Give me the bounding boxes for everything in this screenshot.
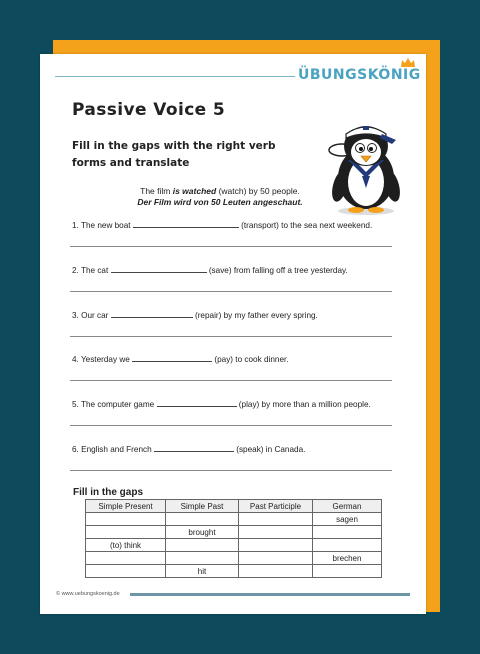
example-answer: is watched <box>172 186 217 196</box>
example-translation: Der Film wird von 50 Leuten angeschaut. <box>137 197 303 207</box>
question-2 <box>72 265 348 275</box>
footer-bar <box>130 593 410 596</box>
question-1-gap[interactable] <box>133 220 239 228</box>
table-cell[interactable] <box>86 526 166 539</box>
table-header: Simple Present <box>86 500 166 513</box>
answer-line-3[interactable] <box>70 336 392 337</box>
question-3 <box>72 310 318 320</box>
question-5-end: (play) by more than a million people. <box>238 400 371 409</box>
answer-line-4[interactable] <box>70 380 392 381</box>
question-6-end: (speak) in Canada. <box>236 445 306 454</box>
question-3-end: (repair) by my father every spring. <box>194 311 318 320</box>
table-cell[interactable] <box>239 565 313 578</box>
question-1-start: 1. The new boat <box>72 221 131 230</box>
table-cell[interactable] <box>239 513 313 526</box>
question-1-end: (transport) to the sea next weekend. <box>241 221 373 230</box>
table-row <box>86 513 382 526</box>
table-cell[interactable] <box>313 526 382 539</box>
answer-line-1[interactable] <box>70 246 392 247</box>
table-cell[interactable] <box>86 552 166 565</box>
question-4-start: 4. Yesterday we <box>72 355 130 364</box>
instruction-text: Fill in the gaps with the right verb forms and translate <box>72 140 276 169</box>
question-5-gap[interactable] <box>157 399 237 407</box>
table-header: German <box>313 500 382 513</box>
table-cell[interactable]: sagen <box>313 513 382 526</box>
table-row <box>86 552 382 565</box>
question-2-gap[interactable] <box>111 265 207 273</box>
table-row <box>86 526 382 539</box>
worksheet-title: Passive Voice 5 <box>72 100 226 120</box>
table-cell[interactable] <box>86 513 166 526</box>
table-cell[interactable] <box>239 552 313 565</box>
question-6-gap[interactable] <box>154 444 234 452</box>
question-5-start: 5. The computer game <box>72 400 155 409</box>
example-pre: The film <box>140 186 173 196</box>
question-6-start: 6. English and French <box>72 445 152 454</box>
answer-line-6[interactable] <box>70 470 392 471</box>
table-cell[interactable]: brought <box>166 526 239 539</box>
question-2-start: 2. The cat <box>72 266 109 275</box>
answer-line-2[interactable] <box>70 291 392 292</box>
question-3-start: 3. Our car <box>72 311 109 320</box>
header-rule <box>55 76 295 77</box>
question-3-gap[interactable] <box>111 310 193 318</box>
question-5 <box>72 399 371 409</box>
question-1 <box>72 220 372 230</box>
table-cell[interactable] <box>166 552 239 565</box>
table-cell[interactable] <box>86 565 166 578</box>
table-cell[interactable] <box>166 513 239 526</box>
table-cell[interactable] <box>239 539 313 552</box>
table-cell[interactable]: hit <box>166 565 239 578</box>
brand-logo: ÜBUNGSKÖNIG <box>298 67 421 83</box>
question-4-gap[interactable] <box>132 354 212 362</box>
table-row <box>86 565 382 578</box>
table-header: Past Participle <box>239 500 313 513</box>
table-header: Simple Past <box>166 500 239 513</box>
question-2-end: (save) from falling off a tree yesterday. <box>208 266 348 275</box>
table-cell[interactable] <box>166 539 239 552</box>
table-cell[interactable]: (to) think <box>86 539 166 552</box>
table-cell[interactable] <box>239 526 313 539</box>
example-post: (watch) by 50 people. <box>216 186 300 196</box>
question-4-end: (pay) to cook dinner. <box>214 355 289 364</box>
table-header-row <box>86 500 382 513</box>
table-cell[interactable] <box>313 539 382 552</box>
verb-forms-table <box>85 499 382 578</box>
table-cell[interactable]: brechen <box>313 552 382 565</box>
example-english <box>100 186 340 197</box>
answer-line-5[interactable] <box>70 425 392 426</box>
table-row <box>86 539 382 552</box>
footer-url: © www.uebungskoenig.de <box>56 591 120 597</box>
table-title: Fill in the gaps <box>73 487 144 498</box>
question-4 <box>72 354 289 364</box>
table-cell[interactable] <box>313 565 382 578</box>
worksheet-page <box>40 54 426 614</box>
example-sentence <box>100 186 340 208</box>
question-6 <box>72 444 305 454</box>
